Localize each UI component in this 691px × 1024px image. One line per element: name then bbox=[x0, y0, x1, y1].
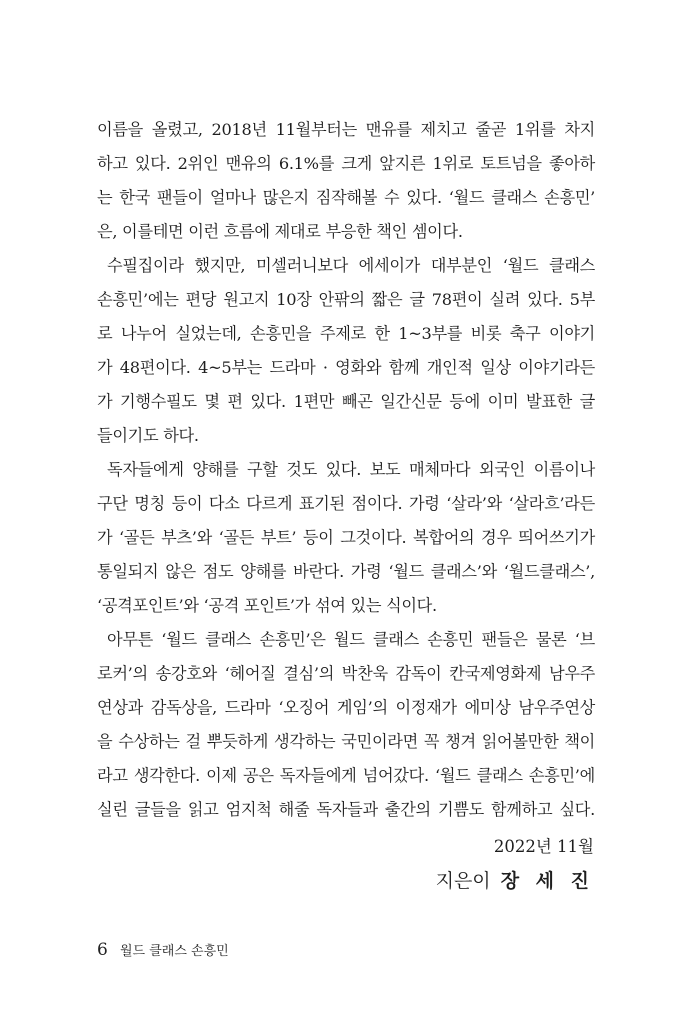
page-footer bbox=[97, 940, 229, 960]
text-line: 통일되지 않은 점도 양해를 바란다. 가령 ‘월드 클래스’와 ‘월드클래스’, bbox=[97, 562, 595, 581]
text-line: 는 한국 팬들이 얼마나 많은지 짐작해볼 수 있다. ‘월드 클래스 손흥민’ bbox=[97, 188, 595, 207]
running-title: 월드 클래스 손흥민 bbox=[119, 944, 229, 959]
text-line: 로커’의 송강호와 ‘헤어질 결심’의 박찬욱 감독이 칸국제영화제 남우주 bbox=[97, 664, 595, 683]
text-line: 연상과 감독상을, 드라마 ‘오징어 게임’의 이정재가 에미상 남우주연상 bbox=[97, 698, 595, 717]
text-line: 구단 명칭 등이 다소 다르게 표기된 점이다. 가령 ‘살라’와 ‘살라흐’라든 bbox=[97, 494, 595, 513]
text-line: 수필집이라 했지만, 미셀러니보다 에세이가 대부분인 ‘월드 클래스 bbox=[107, 256, 595, 275]
text-line: 을 수상하는 걸 뿌듯하게 생각하는 국민이라면 꼭 챙겨 읽어볼만한 책이 bbox=[97, 732, 595, 751]
text-line: 독자들에게 양해를 구할 것도 있다. 보도 매체마다 외국인 이름이나 bbox=[107, 460, 595, 479]
text-line: 로 나누어 실었는데, 손흥민을 주제로 한 1~3부를 비롯 축구 이야기 bbox=[97, 324, 595, 343]
text-line: ‘공격포인트’와 ‘공격 포인트’가 섞여 있는 식이다. bbox=[97, 596, 437, 615]
text-line: 은, 이를테면 이런 흐름에 제대로 부응한 책인 셈이다. bbox=[97, 222, 463, 241]
text-line: 가 48편이다. 4~5부는 드라마 · 영화와 함께 개인적 일상 이야기라든 bbox=[97, 358, 595, 377]
text-line: 라고 생각한다. 이제 공은 독자들에게 넘어갔다. ‘월드 클래스 손흥민’에 bbox=[97, 766, 595, 785]
author-prefix: 지은이 bbox=[435, 870, 491, 892]
body-text bbox=[97, 113, 595, 827]
page-number: 6 bbox=[97, 940, 108, 960]
signature-date: 2022년 11월 bbox=[493, 837, 594, 856]
text-line: 실린 글들을 읽고 엄지척 해줄 독자들과 출간의 기쁨도 함께하고 싶다. bbox=[97, 800, 595, 819]
text-line: 이름을 올렸고, 2018년 11월부터는 맨유를 제치고 줄곧 1위를 차지 bbox=[97, 120, 595, 139]
text-line: 하고 있다. 2위인 맨유의 6.1%를 크게 앞지른 1위로 토트넘을 좋아하 bbox=[97, 154, 595, 173]
text-line: 가 ‘골든 부츠’와 ‘골든 부트’ 등이 그것이다. 복합어의 경우 띄어쓰기가 bbox=[97, 528, 595, 547]
text-line: 가 기행수필도 몇 편 있다. 1편만 빼곤 일간신문 등에 이미 발표한 글 bbox=[97, 392, 595, 411]
signature-author bbox=[436, 864, 594, 898]
text-line: 손흥민’에는 편당 원고지 10장 안팎의 짧은 글 78편이 실려 있다. 5부 bbox=[97, 290, 595, 309]
author-name: 장 세 진 bbox=[500, 870, 594, 892]
text-line: 아무튼 ‘월드 클래스 손흥민’은 월드 클래스 손흥민 팬들은 물론 ‘브 bbox=[107, 630, 595, 649]
text-line: 들이기도 하다. bbox=[97, 426, 199, 445]
signature-block bbox=[436, 830, 594, 898]
